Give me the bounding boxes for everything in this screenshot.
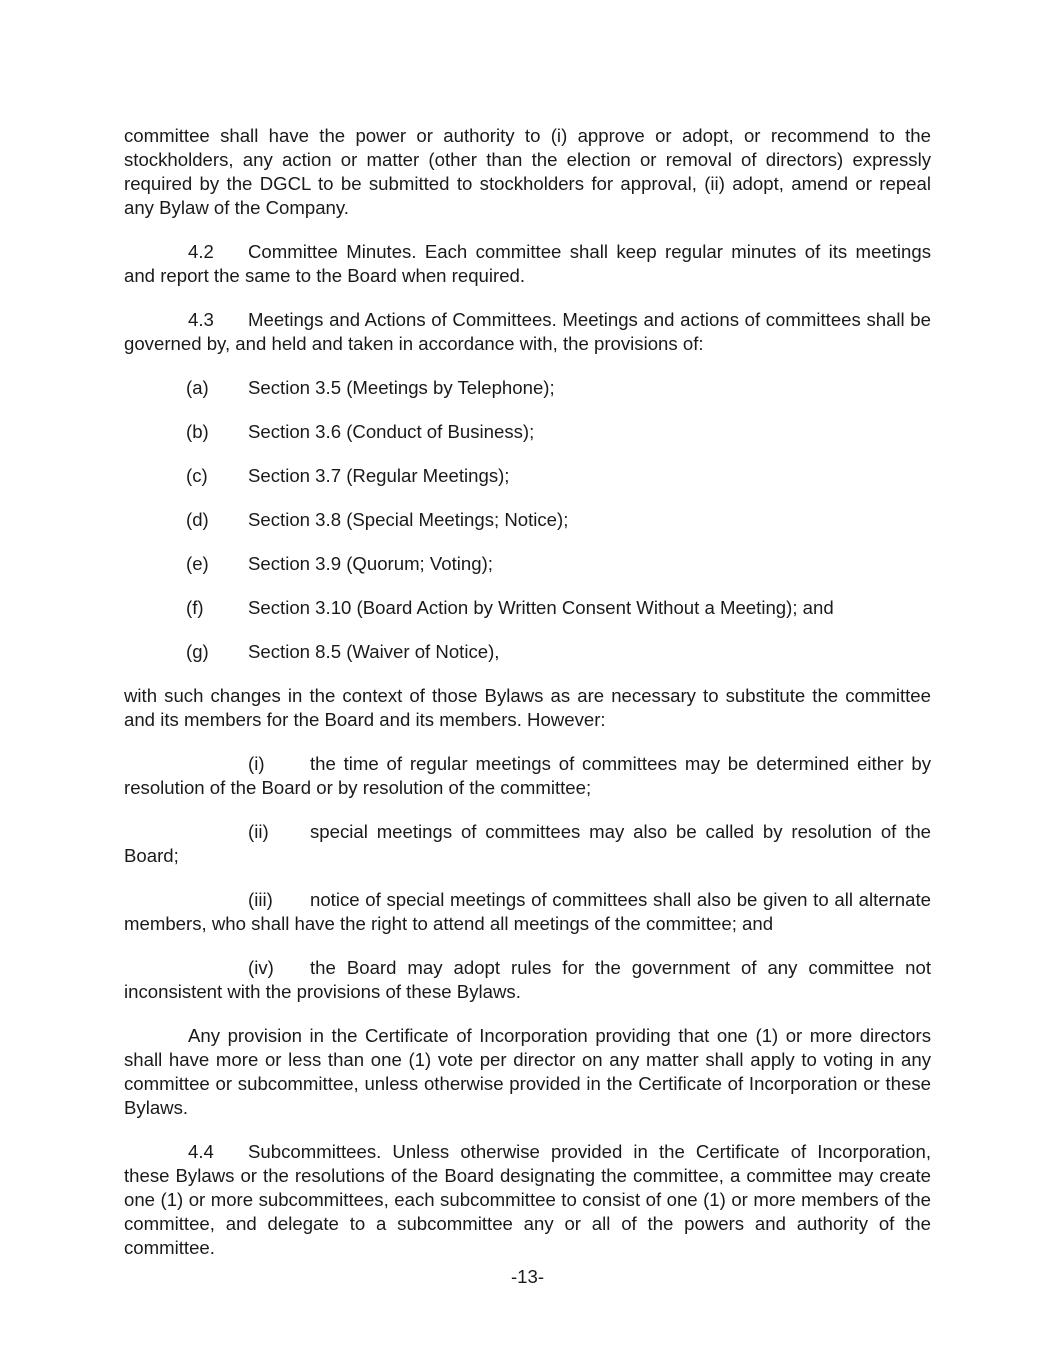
- section-text: Committee Minutes. Each committee shall keep regular minutes of its meetings and report the same to the Board when required.: [124, 241, 931, 286]
- sub-item: [124, 956, 931, 1004]
- list-item-text: Section 3.6 (Conduct of Business);: [248, 421, 535, 442]
- intro-paragraph: committee shall have the power or authority to (i) approve or adopt, or recommend to the stockholders, any action or matter (other than the election or removal of directors) expressly required by the DGCL to be submitted to stockholders for approval, (ii) adopt, amend or repeal any Bylaw of the Company.: [124, 125, 931, 218]
- sub-item-text: the Board may adopt rules for the government of any committee not inconsistent with the provisions of these Bylaws.: [124, 957, 931, 1002]
- section-4-4: [124, 1140, 931, 1260]
- list-item-label: (a): [186, 377, 209, 398]
- sub-item: [124, 752, 931, 800]
- page-number: -13-: [510, 1266, 545, 1287]
- sub-item-text: special meetings of committees may also be called by resolution of the Board;: [124, 821, 931, 866]
- list-item-text: Section 3.10 (Board Action by Written Consent Without a Meeting); and: [248, 597, 834, 618]
- sub-item-label: (i): [248, 753, 265, 774]
- list-item: [124, 552, 931, 576]
- sub-item-text: notice of special meetings of committees shall also be given to all alternate members, who shall have the right to attend all meetings of the committee; and: [124, 889, 931, 934]
- list-item: [124, 508, 931, 532]
- list-item-label: (e): [186, 553, 209, 574]
- list-item-text: Section 3.8 (Special Meetings; Notice);: [248, 509, 569, 530]
- sub-item-label: (iv): [248, 957, 274, 978]
- list-item: [124, 464, 931, 488]
- any-provision-paragraph: Any provision in the Certificate of Incorporation providing that one (1) or more directors shall have more or less than one (1) vote per director on any matter shall apply to voting in any committee or subcommittee, unless otherwise provided in the Certificate of Incorporation or these Bylaws.: [124, 1025, 931, 1118]
- list-item-label: (c): [186, 465, 208, 486]
- list-item-text: Section 3.7 (Regular Meetings);: [248, 465, 510, 486]
- list-item-label: (b): [186, 421, 209, 442]
- sub-item: [124, 888, 931, 936]
- sub-item-label: (iii): [248, 889, 273, 910]
- list-item-label: (f): [186, 597, 204, 618]
- provisions-list: [124, 376, 931, 664]
- sub-item-text: the time of regular meetings of committees may be determined either by resolution of the Board or by resolution of the committee;: [124, 753, 931, 798]
- section-text: Subcommittees. Unless otherwise provided in the Certificate of Incorporation, these Bylaws or the resolutions of the Board designating the committee, a committee may create one (1) or more subcommittees, each subcommittee to consist of one (1) or more members of the committee, and delegate to a subcommittee any or all of the powers and authority of the committee.: [124, 1141, 931, 1258]
- sub-item-label: (ii): [248, 821, 269, 842]
- section-text: Meetings and Actions of Committees. Meetings and actions of committees shall be governed by, and held and taken in accordance with, the provisions of:: [124, 309, 931, 354]
- section-number: 4.3: [188, 309, 214, 330]
- section-number: 4.4: [188, 1141, 214, 1162]
- list-item: [124, 640, 931, 664]
- list-item-text: Section 3.5 (Meetings by Telephone);: [248, 377, 555, 398]
- sub-item: [124, 820, 931, 868]
- list-item-text: Section 3.9 (Quorum; Voting);: [248, 553, 493, 574]
- list-item-text: Section 8.5 (Waiver of Notice),: [248, 641, 500, 662]
- list-item: [124, 596, 931, 620]
- section-number: 4.2: [188, 241, 214, 262]
- list-item: [124, 420, 931, 444]
- list-item-label: (g): [186, 641, 209, 662]
- section-4-2: [124, 240, 931, 288]
- document-page: [124, 124, 931, 1260]
- section-4-3: [124, 308, 931, 356]
- after-list-paragraph: with such changes in the context of those Bylaws as are necessary to substitute the committee and its members for the Board and its members. However:: [124, 685, 931, 730]
- list-item-label: (d): [186, 509, 209, 530]
- list-item: [124, 376, 931, 400]
- however-sublist: [124, 752, 931, 1004]
